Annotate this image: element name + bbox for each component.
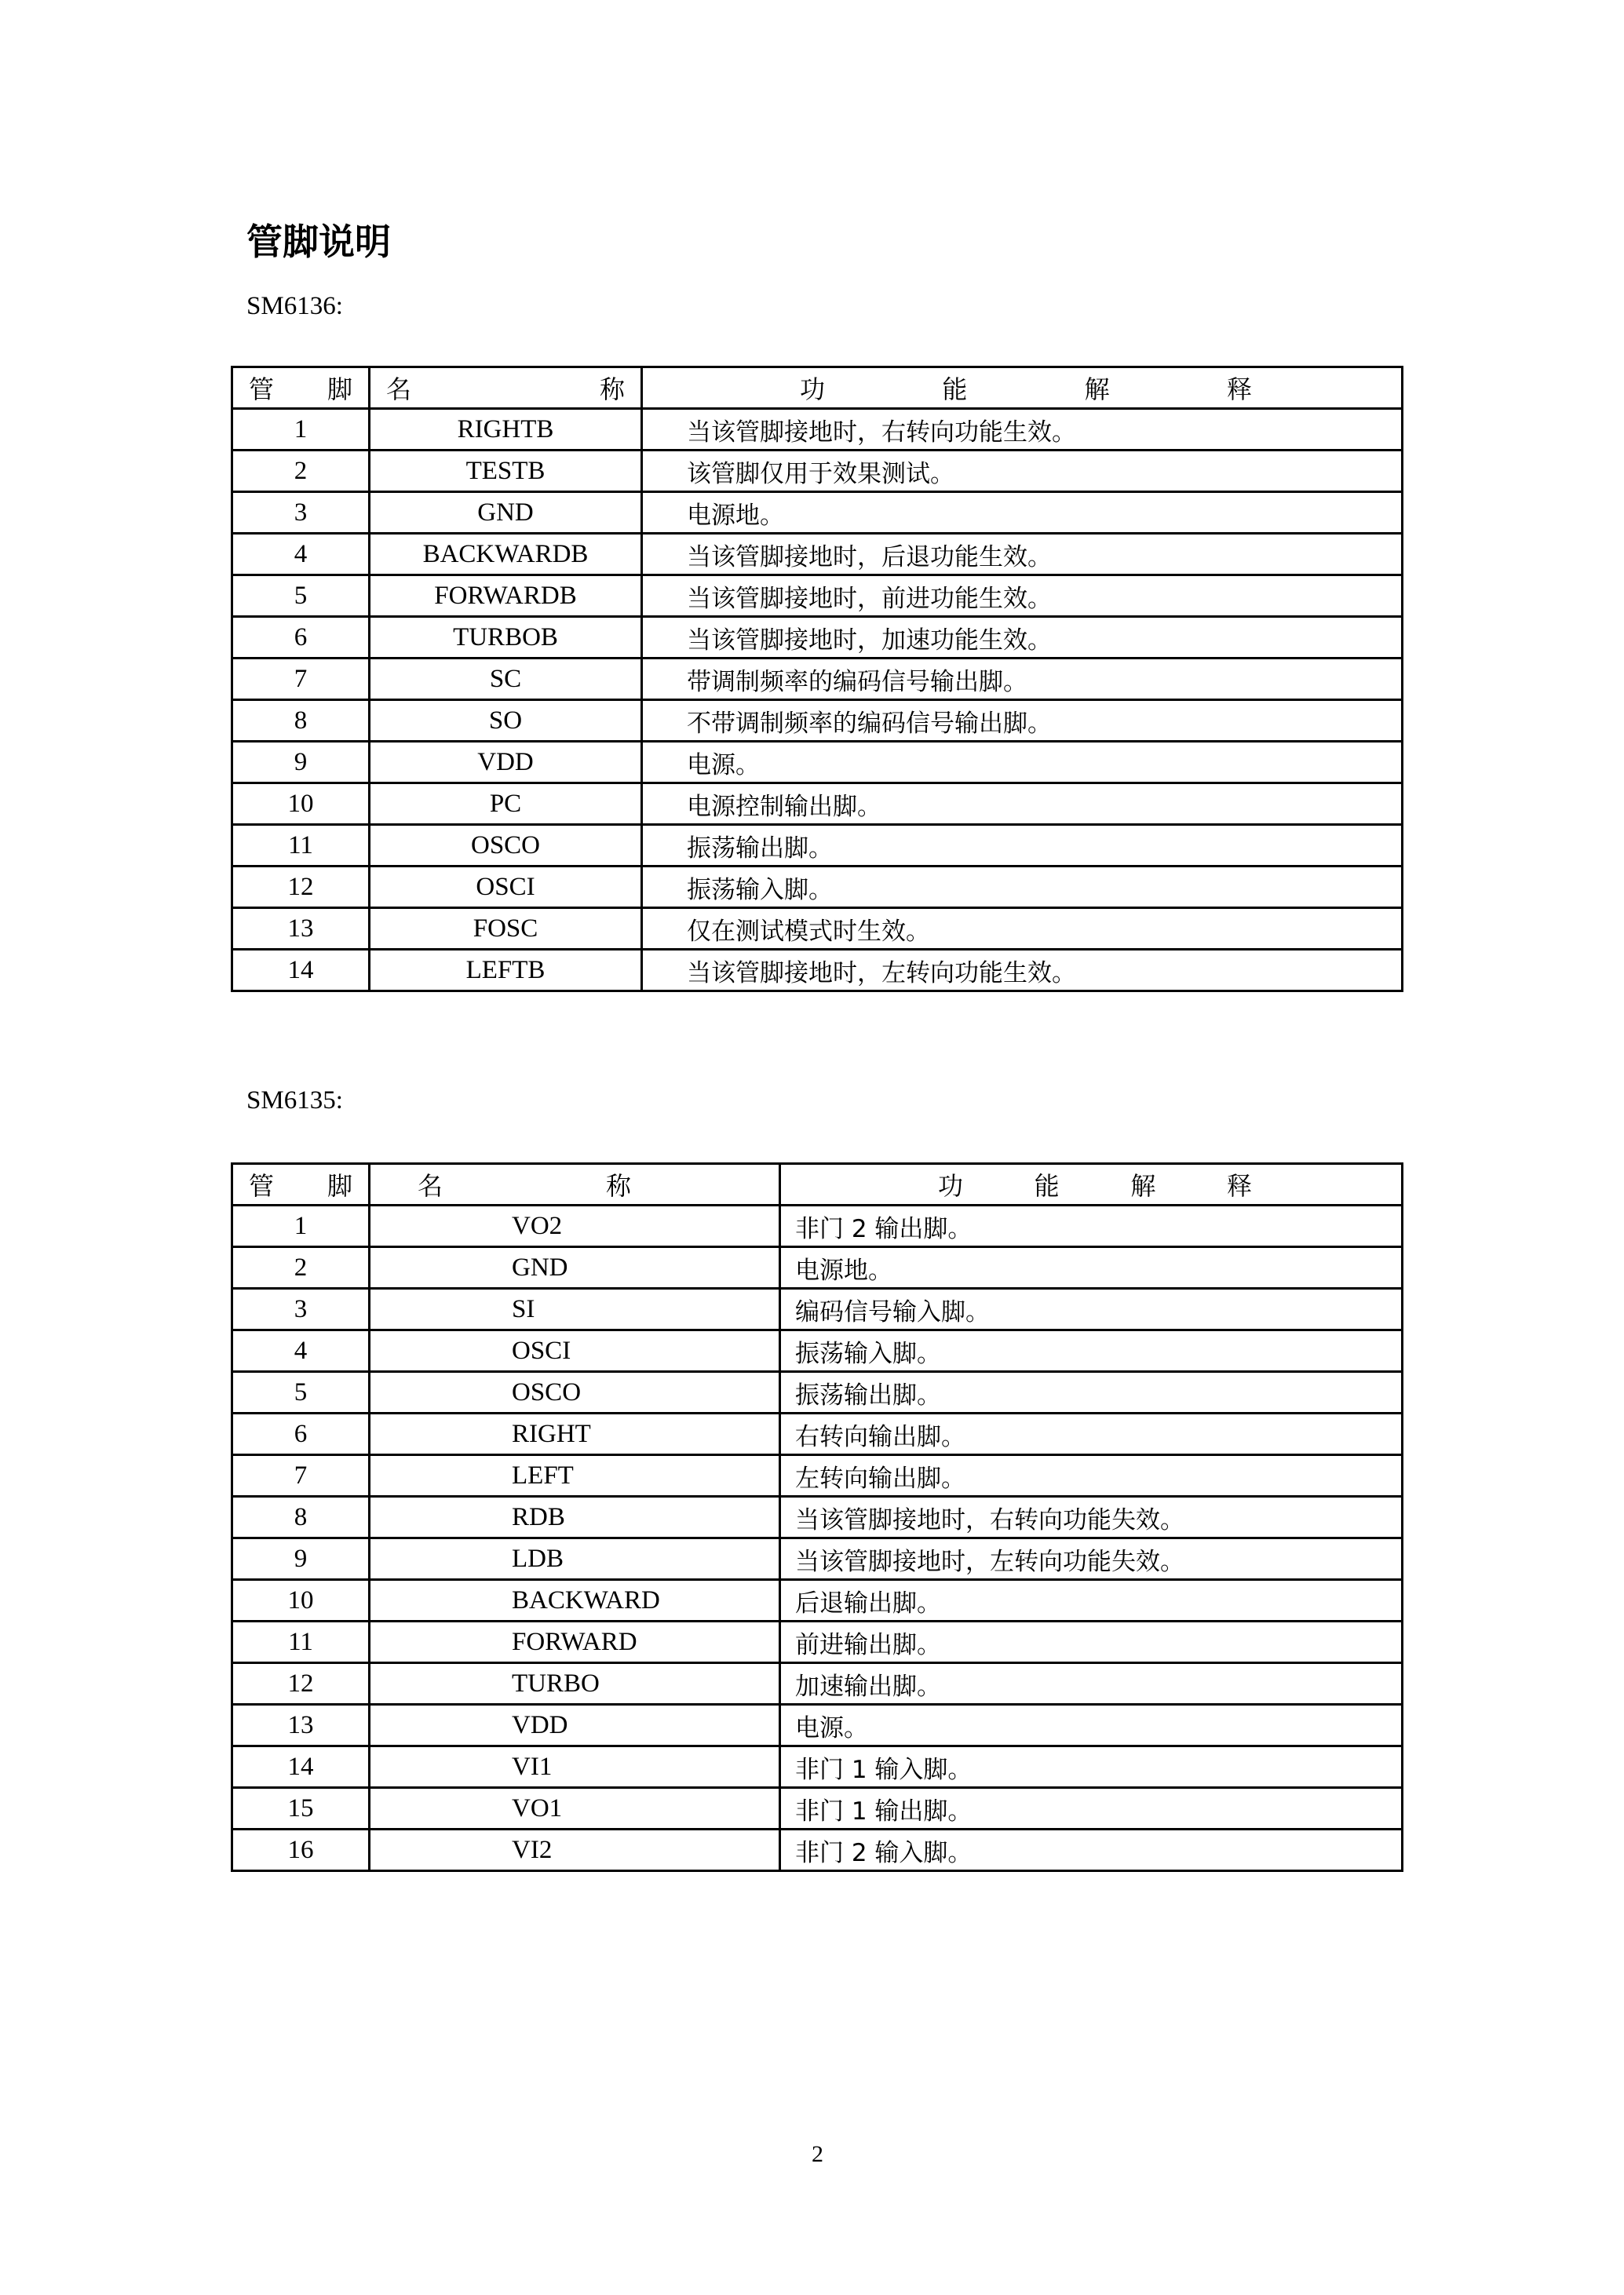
pin-function: 当该管脚接地时，后退功能生效。 bbox=[642, 534, 1403, 575]
pin-name-text: FORWARD bbox=[512, 1627, 637, 1656]
pin-number: 6 bbox=[232, 1414, 370, 1455]
pin-number: 14 bbox=[232, 950, 370, 991]
table-row bbox=[232, 1372, 1403, 1414]
pin-number: 12 bbox=[232, 1663, 370, 1705]
pin-function: 振荡输入脚。 bbox=[642, 867, 1403, 908]
pin-name bbox=[370, 825, 642, 867]
table-row bbox=[232, 451, 1403, 492]
pin-name bbox=[370, 659, 642, 700]
pin-number: 8 bbox=[232, 700, 370, 742]
pin-function: 非门 1 输出脚。 bbox=[780, 1788, 1403, 1830]
header-char: 管 bbox=[249, 1171, 275, 1201]
table-row bbox=[232, 825, 1403, 867]
pin-function: 振荡输入脚。 bbox=[780, 1330, 1403, 1372]
pin-function: 电源地。 bbox=[780, 1247, 1403, 1289]
pin-function: 电源控制输出脚。 bbox=[642, 783, 1403, 825]
table-row bbox=[232, 1455, 1403, 1497]
pin-name bbox=[370, 1206, 780, 1247]
pin-name-text: OSCI bbox=[512, 1336, 571, 1365]
table-row bbox=[232, 1580, 1403, 1622]
pin-name-text: VI2 bbox=[512, 1835, 553, 1864]
pin-name-text: BACKWARD bbox=[512, 1585, 660, 1615]
pin-name bbox=[370, 1622, 780, 1663]
pin-name-text: RIGHTB bbox=[457, 414, 554, 443]
pin-number: 9 bbox=[232, 1538, 370, 1580]
header-char: 脚 bbox=[327, 1171, 352, 1201]
pin-name bbox=[370, 575, 642, 617]
pin-name bbox=[370, 1830, 780, 1871]
pin-name bbox=[370, 409, 642, 451]
table-row bbox=[232, 1622, 1403, 1663]
pin-function: 不带调制频率的编码信号输出脚。 bbox=[642, 700, 1403, 742]
pin-function: 当该管脚接地时，左转向功能生效。 bbox=[642, 950, 1403, 991]
pin-name-text: VDD bbox=[477, 747, 534, 776]
pin-number: 3 bbox=[232, 492, 370, 534]
header-char: 能 bbox=[942, 374, 968, 404]
header-char: 脚 bbox=[327, 374, 352, 404]
page-number: 2 bbox=[812, 2141, 823, 2167]
pin-name-text: BACKWARDB bbox=[422, 539, 589, 568]
pin-function: 后退输出脚。 bbox=[780, 1580, 1403, 1622]
table-row bbox=[232, 409, 1403, 451]
table-row bbox=[232, 867, 1403, 908]
pin-function: 当该管脚接地时，前进功能生效。 bbox=[642, 575, 1403, 617]
table-row bbox=[232, 575, 1403, 617]
pin-name bbox=[370, 700, 642, 742]
table-row bbox=[232, 1538, 1403, 1580]
pin-number: 13 bbox=[232, 1705, 370, 1746]
pin-function: 左转向输出脚。 bbox=[780, 1455, 1403, 1497]
pin-function: 编码信号输入脚。 bbox=[780, 1289, 1403, 1330]
pin-name bbox=[370, 1372, 780, 1414]
table-row bbox=[232, 534, 1403, 575]
pin-function: 当该管脚接地时，左转向功能失效。 bbox=[780, 1538, 1403, 1580]
pin-number: 7 bbox=[232, 1455, 370, 1497]
pin-number: 9 bbox=[232, 742, 370, 783]
header-pin bbox=[232, 1164, 370, 1206]
pin-number: 1 bbox=[232, 1206, 370, 1247]
pin-name-text: SC bbox=[489, 664, 522, 693]
pin-name bbox=[370, 1289, 780, 1330]
pin-name bbox=[370, 1414, 780, 1455]
pin-name-text: RDB bbox=[512, 1502, 565, 1531]
table-row bbox=[232, 1663, 1403, 1705]
pin-name bbox=[370, 1497, 780, 1538]
header-char: 能 bbox=[1034, 1171, 1060, 1201]
pin-name bbox=[370, 950, 642, 991]
table-row bbox=[232, 1705, 1403, 1746]
table-row bbox=[232, 1788, 1403, 1830]
pin-name bbox=[370, 1788, 780, 1830]
pin-number: 11 bbox=[232, 1622, 370, 1663]
pin-name bbox=[370, 617, 642, 659]
header-name bbox=[370, 367, 642, 409]
table-row bbox=[232, 908, 1403, 950]
pin-number: 4 bbox=[232, 534, 370, 575]
pin-number: 2 bbox=[232, 1247, 370, 1289]
pin-function: 该管脚仅用于效果测试。 bbox=[642, 451, 1403, 492]
pin-name bbox=[370, 1455, 780, 1497]
table-row bbox=[232, 1497, 1403, 1538]
header-char: 功 bbox=[800, 374, 826, 404]
pin-name-text: GND bbox=[512, 1253, 568, 1282]
pin-function: 当该管脚接地时，加速功能生效。 bbox=[642, 617, 1403, 659]
pin-number: 2 bbox=[232, 451, 370, 492]
pin-number: 15 bbox=[232, 1788, 370, 1830]
pin-function: 前进输出脚。 bbox=[780, 1622, 1403, 1663]
pin-number: 5 bbox=[232, 1372, 370, 1414]
pin-name bbox=[370, 1580, 780, 1622]
pin-function: 电源。 bbox=[642, 742, 1403, 783]
table-row bbox=[232, 700, 1403, 742]
pin-name bbox=[370, 534, 642, 575]
table-row bbox=[232, 1206, 1403, 1247]
header-char: 称 bbox=[606, 1171, 632, 1201]
table-header bbox=[232, 1164, 1403, 1206]
pin-function: 振荡输出脚。 bbox=[642, 825, 1403, 867]
pin-table-sm6135 bbox=[231, 1162, 1403, 1872]
header-char: 解 bbox=[1084, 374, 1110, 404]
header-char: 称 bbox=[599, 374, 625, 404]
header-char: 释 bbox=[1226, 374, 1252, 404]
pin-name bbox=[370, 783, 642, 825]
pin-number: 3 bbox=[232, 1289, 370, 1330]
pin-table-sm6136 bbox=[231, 366, 1403, 992]
pin-name bbox=[370, 1330, 780, 1372]
table-row bbox=[232, 742, 1403, 783]
table-row bbox=[232, 1830, 1403, 1871]
table-row bbox=[232, 1746, 1403, 1788]
pin-number: 4 bbox=[232, 1330, 370, 1372]
pin-name bbox=[370, 492, 642, 534]
header-function bbox=[780, 1164, 1403, 1206]
pin-name bbox=[370, 867, 642, 908]
pin-name bbox=[370, 1538, 780, 1580]
header-char: 名 bbox=[418, 1171, 443, 1201]
header-char: 解 bbox=[1130, 1171, 1156, 1201]
pin-function: 仅在测试模式时生效。 bbox=[642, 908, 1403, 950]
pin-function: 加速输出脚。 bbox=[780, 1663, 1403, 1705]
pin-function: 右转向输出脚。 bbox=[780, 1414, 1403, 1455]
pin-number: 6 bbox=[232, 617, 370, 659]
pin-name-text: TESTB bbox=[465, 456, 546, 485]
pin-number: 8 bbox=[232, 1497, 370, 1538]
table-row bbox=[232, 1289, 1403, 1330]
page-title: 管脚说明 bbox=[246, 221, 391, 263]
pin-name bbox=[370, 742, 642, 783]
pin-function: 当该管脚接地时，右转向功能失效。 bbox=[780, 1497, 1403, 1538]
pin-name-text: OSCO bbox=[512, 1377, 582, 1407]
table-label-sm6135: SM6135: bbox=[246, 1086, 343, 1115]
pin-number: 10 bbox=[232, 783, 370, 825]
pin-name-text: GND bbox=[477, 498, 534, 527]
table-header bbox=[232, 367, 1403, 409]
pin-number: 1 bbox=[232, 409, 370, 451]
pin-function: 电源地。 bbox=[642, 492, 1403, 534]
header-pin bbox=[232, 367, 370, 409]
pin-name-text: TURBO bbox=[512, 1669, 600, 1698]
pin-name bbox=[370, 1247, 780, 1289]
pin-function: 带调制频率的编码信号输出脚。 bbox=[642, 659, 1403, 700]
pin-function: 非门 2 输出脚。 bbox=[780, 1206, 1403, 1247]
pin-name bbox=[370, 1746, 780, 1788]
pin-name bbox=[370, 1663, 780, 1705]
pin-name bbox=[370, 908, 642, 950]
pin-name-text: TURBOB bbox=[453, 622, 558, 651]
pin-number: 7 bbox=[232, 659, 370, 700]
pin-number: 5 bbox=[232, 575, 370, 617]
pin-name-text: PC bbox=[489, 789, 522, 818]
header-char: 功 bbox=[938, 1171, 964, 1201]
pin-name-text: VI1 bbox=[512, 1752, 553, 1781]
pin-function: 当该管脚接地时，右转向功能生效。 bbox=[642, 409, 1403, 451]
pin-number: 16 bbox=[232, 1830, 370, 1871]
pin-name-text: LEFT bbox=[512, 1461, 574, 1490]
table-row bbox=[232, 1247, 1403, 1289]
pin-name-text: SO bbox=[488, 706, 523, 735]
table-row bbox=[232, 617, 1403, 659]
pin-name bbox=[370, 1705, 780, 1746]
pin-number: 12 bbox=[232, 867, 370, 908]
pin-function: 非门 2 输入脚。 bbox=[780, 1830, 1403, 1871]
pin-name-text: OSCI bbox=[476, 872, 535, 901]
pin-number: 10 bbox=[232, 1580, 370, 1622]
header-name bbox=[370, 1164, 780, 1206]
table-row bbox=[232, 659, 1403, 700]
table-row bbox=[232, 950, 1403, 991]
pin-number: 11 bbox=[232, 825, 370, 867]
pin-name-text: OSCO bbox=[470, 830, 541, 859]
pin-number: 14 bbox=[232, 1746, 370, 1788]
pin-name-text: FOSC bbox=[473, 914, 538, 943]
pin-name-text: RIGHT bbox=[512, 1419, 591, 1448]
pin-name-text: VO1 bbox=[512, 1793, 563, 1822]
header-char: 名 bbox=[386, 374, 412, 404]
pin-function: 电源。 bbox=[780, 1705, 1403, 1746]
header-char: 释 bbox=[1226, 1171, 1252, 1201]
pin-name-text: VO2 bbox=[512, 1211, 563, 1240]
pin-name-text: LDB bbox=[512, 1544, 564, 1573]
pin-name-text: SI bbox=[512, 1294, 535, 1323]
header-function bbox=[642, 367, 1403, 409]
table-label-sm6136: SM6136: bbox=[246, 292, 343, 320]
pin-name-text: FORWARDB bbox=[434, 581, 577, 610]
pin-function: 振荡输出脚。 bbox=[780, 1372, 1403, 1414]
pin-name-text: VDD bbox=[512, 1710, 568, 1739]
pin-name bbox=[370, 451, 642, 492]
table-row bbox=[232, 1330, 1403, 1372]
header-char: 管 bbox=[249, 374, 275, 404]
table-row bbox=[232, 1414, 1403, 1455]
table-row bbox=[232, 492, 1403, 534]
pin-function: 非门 1 输入脚。 bbox=[780, 1746, 1403, 1788]
pin-number: 13 bbox=[232, 908, 370, 950]
table-row bbox=[232, 783, 1403, 825]
pin-name-text: LEFTB bbox=[465, 955, 546, 984]
